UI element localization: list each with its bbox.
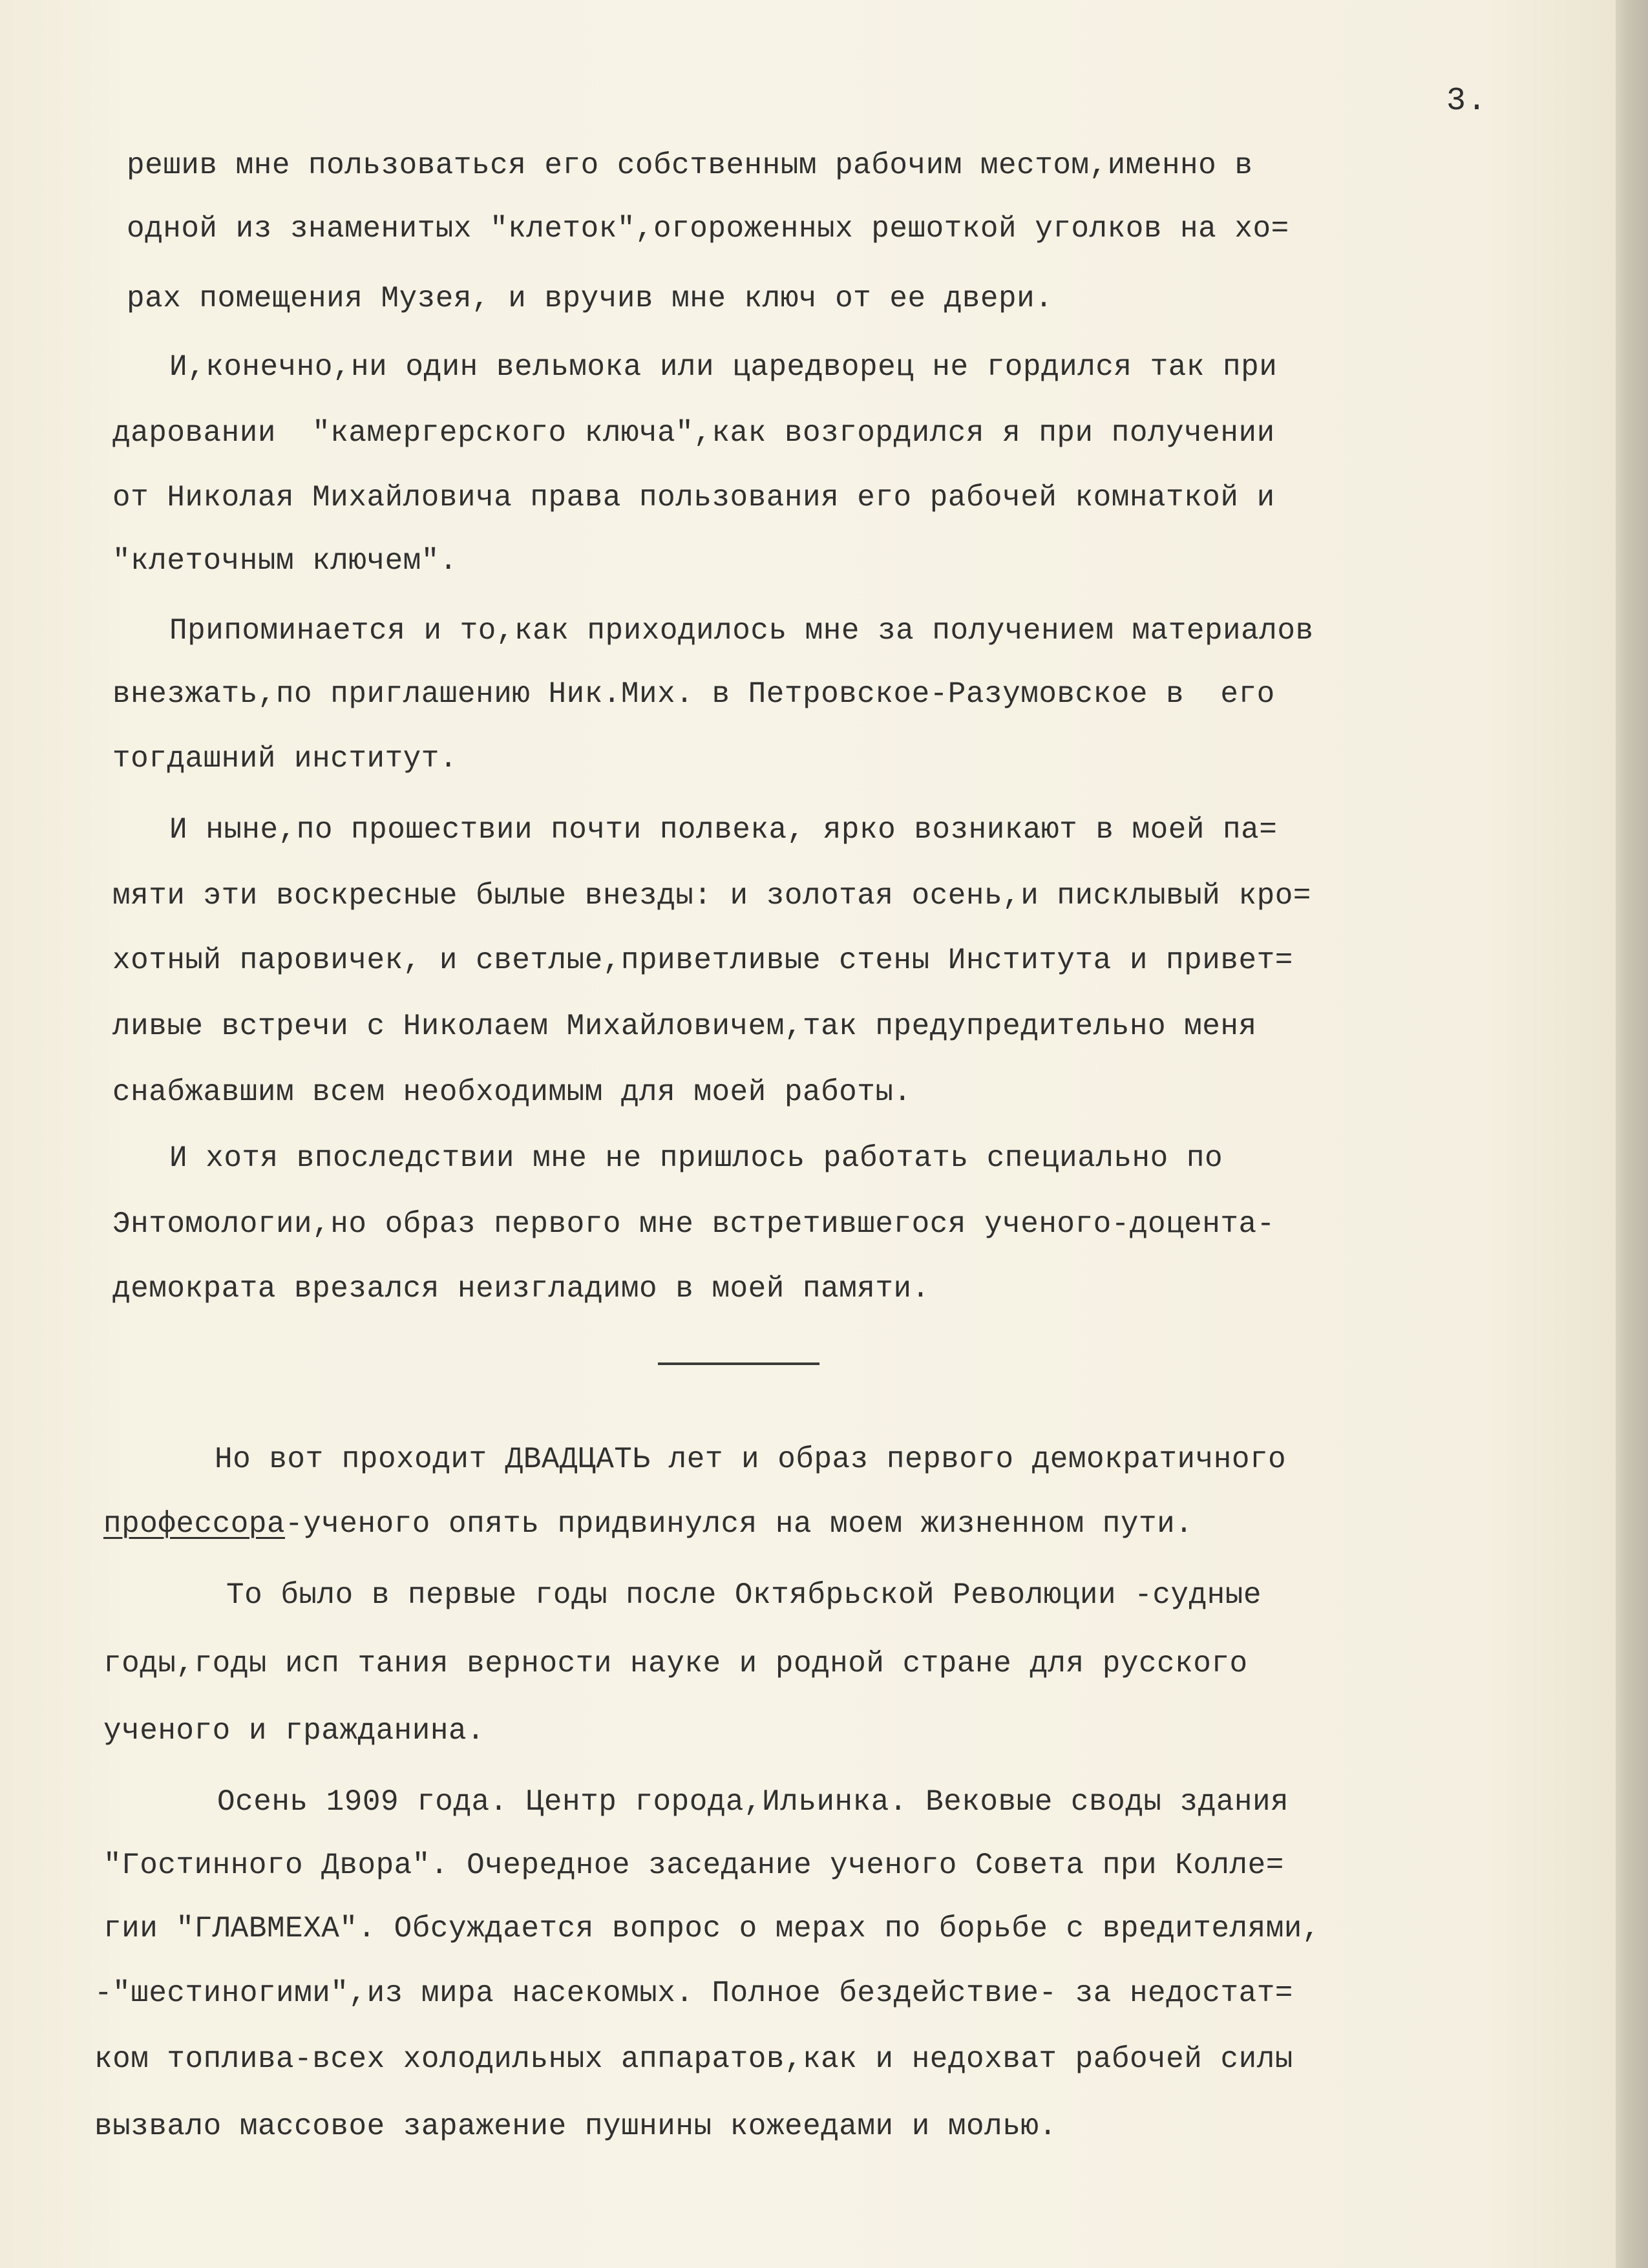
text-line: И,конечно,ни один вельмока или царедворец не гордился так при (169, 350, 1278, 384)
text-line: даровании "камергерского ключа",как возгордился я при получении (112, 416, 1275, 450)
text-line: мяти эти воскресные былые внезды: и золотая осень,и писклывый кро= (112, 879, 1311, 913)
text-line: "Гостинного Двора". Очередное заседание ученого Совета при Колле= (103, 1849, 1284, 1882)
text-line: -"шестиногими",из мира насекомых. Полное бездействие- за недостат= (94, 1977, 1293, 2010)
text-line: Осень 1909 года. Центр города,Ильинка. Вековые своды здания (217, 1785, 1289, 1819)
text-line: хотный паровичек, и светлые,приветливые стены Института и привет= (112, 944, 1293, 977)
text-line: решив мне пользоваться его собственным рабочим местом,именно в (127, 149, 1253, 182)
text-line: одной из знаменитых "клеток",огороженных решоткой уголков на хо= (127, 212, 1289, 246)
text-line: И хотя впоследствии мне не пришлось работать специально по (169, 1141, 1223, 1175)
text-line: Но вот проходит ДВАДЦАТЬ лет и образ первого демократичного (215, 1443, 1287, 1476)
text-line: внезжать,по приглашению Ник.Мих. в Петровское-Разумовское в его (112, 677, 1275, 711)
page-number: 3. (1446, 83, 1488, 120)
text-line: демократа врезался неизгладимо в моей памяти. (112, 1272, 930, 1306)
text-line: Припоминается и то,как приходилось мне за получением материалов (169, 614, 1314, 648)
text-line: И ныне,по прошествии почти полвека, ярко возникают в моей па= (169, 813, 1278, 847)
text-line: рах помещения Музея, и вручив мне ключ от ее двери. (127, 282, 1053, 315)
text-line: гии "ГЛАВМЕХА". Обсуждается вопрос о мерах по борьбе с вредителями, (103, 1912, 1321, 1945)
text-line: ливые встречи с Николаем Михайловичем,так предупредительно меня (112, 1010, 1257, 1043)
paper-edge (1616, 0, 1648, 2268)
underlined-word: профессора (103, 1507, 286, 1541)
text-line: "клеточным ключем". (112, 544, 458, 578)
text-line: ком топлива-всех холодильных аппаратов,как и недохват рабочей силы (94, 2042, 1293, 2076)
text-line: То было в первые годы после Октябрьской Революции -судные (226, 1578, 1262, 1612)
text-line: ученого и гражданина. (103, 1714, 485, 1748)
text-line: от Николая Михайловича права пользования его рабочей комнаткой и (112, 481, 1275, 514)
text-line: годы,годы исп тания верности науке и родной стране для русского (103, 1647, 1248, 1680)
separator-line (658, 1362, 819, 1365)
text-line: тогдашний институт. (112, 742, 458, 776)
text-line: снабжавшим всем необходимым для моей работы. (112, 1076, 912, 1109)
text-line: профессора-ученого опять придвинулся на моем жизненном пути. (103, 1507, 1194, 1541)
text-line: Энтомологии,но образ первого мне встретившегося ученого-доцента- (112, 1207, 1275, 1241)
text-line: вызвало массовое заражение пушнины кожеедами и молью. (94, 2110, 1057, 2143)
